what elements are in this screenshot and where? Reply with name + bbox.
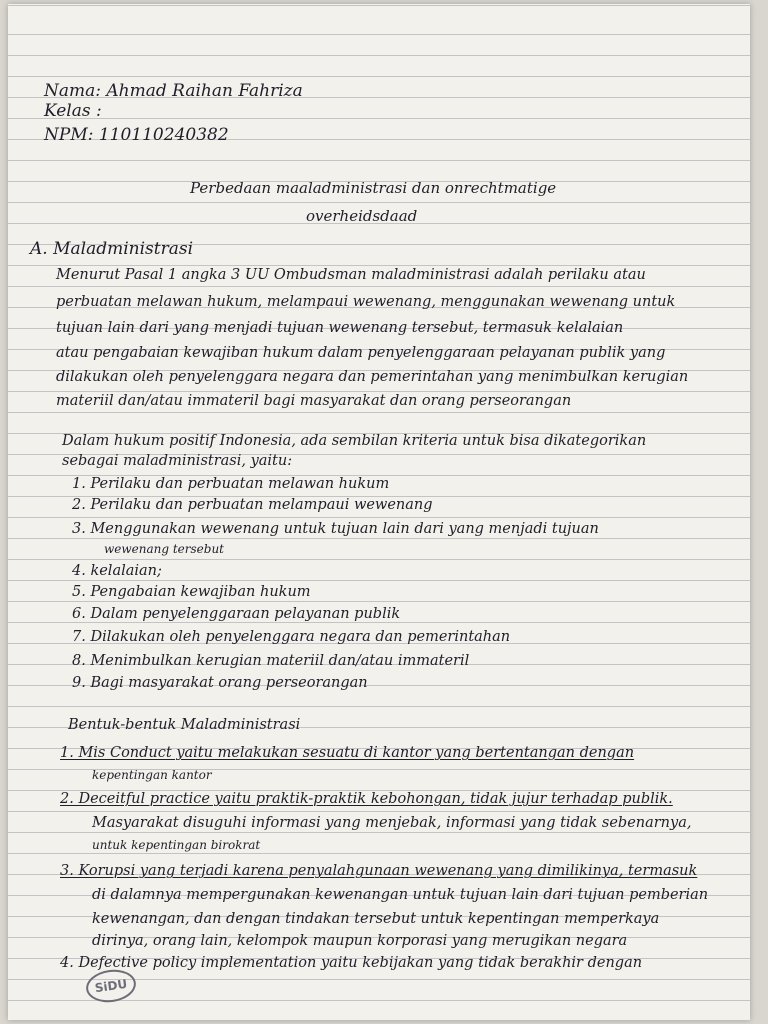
forms-item: 3. Korupsi yang terjadi karena penyalahgunaan wewenang yang dimilikinya, termasuk [60, 863, 698, 879]
npm-line: NPM: 110110240382 [44, 125, 229, 145]
paragraph-line: Menurut Pasal 1 angka 3 UU Ombudsman maladministrasi adalah perilaku atau [56, 267, 646, 283]
forms-heading: Bentuk-bentuk Maladministrasi [68, 717, 301, 733]
criteria-item: 6. Dalam penyelenggaraan pelayanan publik [72, 606, 401, 622]
forms-item: 2. Deceitful practice yaitu praktik-praktik kebohongan, tidak jujur terhadap publik. [60, 791, 673, 807]
forms-item: 4. Defective policy implementation yaitu kebijakan yang tidak berakhir dengan [60, 955, 643, 971]
criteria-item: 1. Perilaku dan perbuatan melawan hukum [72, 476, 390, 492]
name-line: Nama: Ahmad Raihan Fahriza [44, 81, 303, 101]
criteria-item: 7. Dilakukan oleh penyelenggara negara dan pemerintahan [72, 629, 511, 645]
notebook-page [8, 4, 750, 1020]
criteria-item: 5. Pengabaian kewajiban hukum [72, 584, 311, 600]
paragraph-line: dilakukan oleh penyelenggara negara dan pemerintahan yang menimbulkan kerugian [56, 369, 689, 385]
forms-item-continuation: dirinya, orang lain, kelompok maupun korporasi yang merugikan negara [92, 933, 628, 949]
paragraph-line: perbuatan melawan hukum, melampaui wewenang, menggunakan wewenang untuk [56, 294, 676, 310]
criteria-item: 4. kelalaian; [72, 563, 162, 579]
notebook-brand-logo: SiDU [84, 967, 138, 1006]
page-title-line-2: overheidsdaad [306, 207, 418, 225]
paragraph-line: materiil dan/atau immateril bagi masyarakat dan orang perseorangan [56, 393, 572, 409]
criteria-item: 8. Menimbulkan kerugian materiil dan/atau immateril [72, 653, 470, 669]
criteria-item: 9. Bagi masyarakat orang perseorangan [72, 675, 368, 691]
paragraph-line: Dalam hukum positif Indonesia, ada sembilan kriteria untuk bisa dikategorikan [62, 433, 647, 449]
forms-item-continuation: Masyarakat disuguhi informasi yang menjebak, informasi yang tidak sebenarnya, [92, 815, 692, 831]
class-line: Kelas : [44, 101, 102, 121]
paragraph-line: sebagai maladministrasi, yaitu: [62, 453, 293, 469]
paragraph-line: tujuan lain dari yang menjadi tujuan wewenang tersebut, termasuk kelalaian [56, 320, 624, 336]
criteria-item-continuation: wewenang tersebut [104, 542, 225, 556]
page-title-line-1: Perbedaan maaladministrasi dan onrechtmatige [190, 179, 557, 197]
criteria-item: 2. Perilaku dan perbuatan melampaui wewenang [72, 497, 433, 513]
forms-item-continuation: kewenangan, dan dengan tindakan tersebut untuk kepentingan memperkaya [92, 911, 660, 927]
forms-item-continuation: di dalamnya mempergunakan kewenangan untuk tujuan lain dari tujuan pemberian [92, 887, 709, 903]
paragraph-line: atau pengabaian kewajiban hukum dalam penyelenggaraan pelayanan publik yang [56, 345, 666, 361]
forms-item-continuation: untuk kepentingan birokrat [92, 838, 261, 852]
criteria-item: 3. Menggunakan wewenang untuk tujuan lain dari yang menjadi tujuan [72, 521, 599, 537]
forms-item-continuation: kepentingan kantor [92, 768, 212, 782]
forms-item: 1. Mis Conduct yaitu melakukan sesuatu di kantor yang bertentangan dengan [60, 745, 635, 761]
section-heading: A. Maladministrasi [30, 239, 194, 259]
